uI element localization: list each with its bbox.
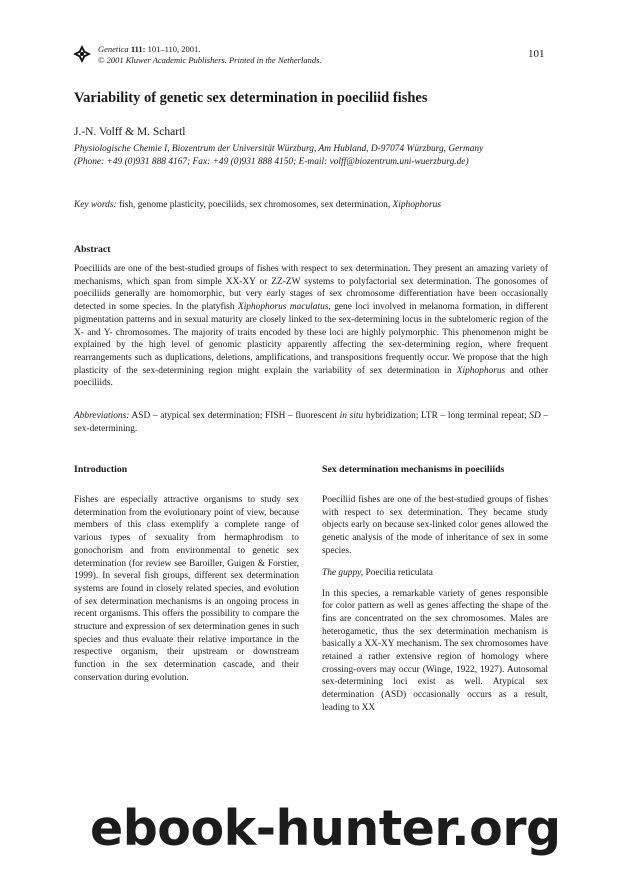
keywords-italic-term: Xiphophorus [392,200,441,210]
journal-volume: 111: [130,44,146,54]
watermark: ebook-hunter.org [90,800,561,857]
sex-determination-paragraph: Poeciliid fishes are one of the best-studied groups of fishes with respect to sex determination. They became study objects early on because sex-linked color genes allowed the genetic analysis of the mode of inheritance of sex in some species. [322,495,548,556]
keywords-label: Key words: [74,200,117,210]
introduction-paragraph: Fishes are especially attractive organisms to study sex determination from the evolutionary point of view, because members of this class exemplify a complete range of various types of sexuality from hermaphrodism to gonochorism and from environmental to genetic sex determination (for review see Baroiller, Guigen & Forstier, 1999). In several fish groups, different sex determination systems are found in closely related species, and evolution of sex determination mechanisms is an ongoing process in recent organisms. This offers the possibility to compare the structure and expression of sex determination genes in such species and thus evaluate their relative importance in the respective organism, their upstream or downstream function in the sex determination cascade, and their conservation during evolution. [74,495,299,683]
guppy-paragraph: In this species, a remarkable variety of genes responsible for color pattern as well as genes affecting the shape of the fins are concentrated on the sex chromosomes. Males are heterogametic, thus the sex determination mechanism is basically a XX-XY mechanism. The sex chromosomes have retained a rather extensive region of homology where crossing-overs may occur (Winge, 1922, 1927). Autosomal sex-determining loci exist as well. Atypical sex determination (ASD) occasionally occurs as a result, leading to XX [322,588,548,713]
keywords-text: fish, genome plasticity, poeciliids, sex chromosomes, sex determination, [118,200,391,210]
journal-pages: 101–110, 2001. [147,44,201,54]
guppy-species: Poecilia reticulata [365,567,433,578]
left-column [74,464,299,685]
affiliation-address: Physiologische Chemie I, Biozentrum der Universität Würzburg, Am Hubland, D-97074 Würzburg, Germany [74,144,484,154]
abstract-text-part: Poeciliids are one of the best-studied groups of fishes with respect to sex determination. They present an amazing variety of mechanisms, which span from simple XX-XY or ZZ-ZW systems to polyfactorial sex determination. The gonosomes of poeciliids generally are homomorphic, but very early stages of sex chromosome differentiation have been occasionally detected in some species. In the platyfish [74,264,548,313]
abbreviations-in-situ: in situ [339,411,364,421]
abbreviations-label: Abbreviations: [74,411,130,421]
abbreviations-sd: SD [529,411,541,421]
affiliation [74,143,554,168]
kluwer-logo-icon [72,44,92,64]
authors: J.-N. Volff & M. Schartl [74,126,186,138]
keywords [74,200,441,210]
paper-title: Variability of genetic sex determination in poeciliid fishes [74,90,428,106]
abbreviations-text: – sex-determining. [74,411,549,434]
abbreviations-text: hybridization; LTR – long terminal repeat; [365,411,527,421]
copyright-line: © 2001 Kluwer Academic Publishers. Printed in the Netherlands. [98,55,322,65]
page-number: 101 [528,48,545,60]
right-column [322,464,548,715]
guppy-subheading [322,568,548,578]
abstract-heading: Abstract [74,244,111,255]
abstract-text-part: and other poeciliids. [74,365,549,389]
guppy-label: The guppy, [322,567,364,578]
introduction-heading: Introduction [74,464,128,475]
journal-name: Genetica [98,44,129,54]
journal-info [98,44,322,66]
sex-determination-heading: Sex determination mechanisms in poeciliids [322,464,505,475]
abbreviations [74,410,548,435]
abbreviations-text: ASD – atypical sex determination; FISH – fluorescent [131,411,337,421]
abstract-species: Xiphophorus maculatus [237,302,329,313]
abstract-text-part: , gene loci involved in melanoma formation, in different pigmentation patterns and in sexual maturity are closely linked to the sex-determining locus in the subtelomeric region of the X- and Y- chromosomes. The majority of traits encoded by these loci are highly polymorphic. This phenomenon might be explained by the high level of genomic plasticity apparently affecting the sex-determining region, where frequent rearrangements such as duplications, deletions, amplifications, and transpositions frequently occur. We propose that the high plasticity of the sex-determining region might explain the variability of sex determination in [74,302,548,376]
abstract-text [74,263,548,390]
affiliation-contact: (Phone: +49 (0)931 888 4167; Fax: +49 (0)931 888 4150; E-mail: volff@biozentrum.uni-wuerzburg.de) [74,156,469,167]
abstract-genus: Xiphophorus [456,365,506,376]
